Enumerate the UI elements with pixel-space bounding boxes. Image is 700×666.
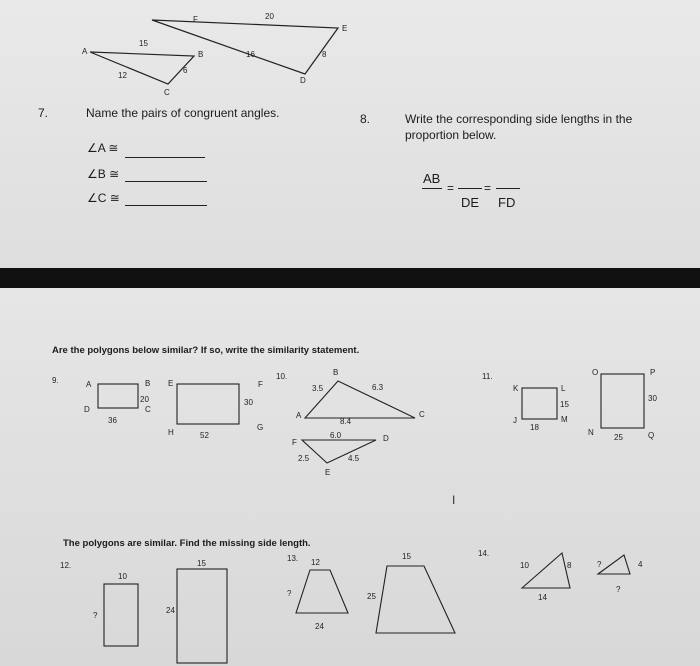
q8-numerator-ab: AB [423,171,441,186]
section2-heading: The polygons are similar. Find the missing side length. [63,538,311,549]
q12-missing: ? [93,611,98,620]
q14-number: 14. [478,549,490,558]
label-d: D [300,76,306,85]
q11-number: 11. [482,372,493,381]
q7-prompt: Name the pairs of congruent angles. [86,106,280,120]
q7-answer-line-a[interactable] [125,157,205,158]
side-ac: 12 [118,71,127,80]
q9-side-30: 30 [244,398,253,407]
q10-label-b: B [333,368,339,377]
q9-label-d: D [84,405,90,414]
q9-label-h: H [168,428,174,437]
label-a: A [82,47,88,56]
q11-side-15: 15 [560,400,569,409]
q10-label-f: F [292,438,297,447]
q11-square-nopq [601,374,644,428]
q12-large-rectangle [177,569,227,663]
q12-side-10: 10 [118,572,127,581]
q9-rectangle-abcd [98,384,138,408]
q9-rectangle-efgh [177,384,239,424]
q13-small-trapezoid [296,570,348,613]
q11-label-k: K [513,384,519,393]
q11-side-18: 18 [530,423,539,432]
q7-answer-line-c[interactable] [125,205,207,206]
q14-small-triangle [598,555,630,574]
q9-number: 9. [52,376,59,385]
q11-side-30: 30 [648,394,657,403]
q14-side-4: 4 [638,560,643,569]
label-b: B [198,50,204,59]
q12-side-24: 24 [166,606,175,615]
q10-side-63: 6.3 [372,383,384,392]
q14-side-14: 14 [538,593,547,602]
q13-large-trapezoid [376,566,455,633]
side-fe: 20 [265,12,274,21]
q9-side-52: 52 [200,431,209,440]
worksheet-top-page [0,0,700,268]
triangle-abc [90,52,194,84]
q8-fraction-bar-2[interactable] [458,188,482,189]
section1-heading: Are the polygons below similar? If so, write the similarity statement. [52,345,360,356]
q10-label-c: C [419,410,425,419]
side-bc: 6 [183,66,188,75]
top-triangles-figure [0,0,700,268]
q7-angle-c: ∠C ≅ [87,191,120,205]
q13-side-25: 25 [367,592,376,601]
q9-side-20: 20 [140,395,149,404]
q8-denominator-fd: FD [498,195,516,210]
worksheet-bottom-page [0,288,700,666]
q11-label-o: O [592,368,599,377]
q10-side-35: 3.5 [312,384,324,393]
label-e: E [342,24,348,33]
q13-missing: ? [287,589,292,598]
q10-side-45: 4.5 [348,454,360,463]
side-ed: 8 [322,50,327,59]
q14-side-10: 10 [520,561,529,570]
q8-prompt-line1: Write the corresponding side lengths in the [405,112,633,126]
q14-side-8: 8 [567,561,572,570]
q7-number: 7. [38,106,49,120]
q9-label-b: B [145,379,151,388]
q9-side-36: 36 [108,416,117,425]
q10-label-e: E [325,468,331,477]
q8-number: 8. [360,112,371,126]
q9-label-g: G [257,423,264,432]
q11-label-p: P [650,368,656,377]
q14-missing-2: ? [616,585,621,594]
q10-label-a: A [296,411,302,420]
q11-label-j: J [513,416,517,425]
q11-square-jklm [522,388,557,419]
q11-label-n: N [588,428,594,437]
q13-side-24: 24 [315,622,324,631]
q11-label-l: L [561,384,566,393]
label-f: F [193,15,198,24]
q13-side-15: 15 [402,552,411,561]
q13-side-12: 12 [311,558,320,567]
q7-answer-line-b[interactable] [125,181,207,182]
q12-number: 12. [60,561,72,570]
q7-angle-b: ∠B ≅ [87,167,120,181]
q11-side-25: 25 [614,433,623,442]
q10-triangle-fed [302,440,376,463]
q12-side-15: 15 [197,559,206,568]
q11-label-m: M [561,415,568,424]
q8-equals-2: = [484,181,492,195]
q9-label-f: F [258,380,263,389]
q9-label-e: E [168,379,174,388]
q10-side-60: 6.0 [330,431,342,440]
q8-equals-1: = [447,181,455,195]
q10-side-25: 2.5 [298,454,310,463]
q8-fraction-bar-3[interactable] [496,188,520,189]
q10-label-d: D [383,434,389,443]
q10-number: 10. [276,372,288,381]
q8-prompt-line2: proportion below. [405,128,497,142]
q13-number: 13. [287,554,299,563]
q14-missing-1: ? [597,560,602,569]
text-cursor-icon: I [452,493,456,507]
q14-large-triangle [522,553,570,588]
q8-denominator-de: DE [461,195,480,210]
triangle-fed [152,20,338,74]
q8-fraction-bar-1 [422,188,442,189]
q12-small-rectangle [104,584,138,646]
q11-label-q: Q [648,431,655,440]
side-fd: 16 [246,50,255,59]
q9-label-a: A [86,380,92,389]
label-c: C [164,88,170,97]
side-ab: 15 [139,39,148,48]
q9-label-c: C [145,405,151,414]
q7-angle-a: ∠A ≅ [87,141,119,155]
q10-side-84: 8.4 [340,417,352,426]
